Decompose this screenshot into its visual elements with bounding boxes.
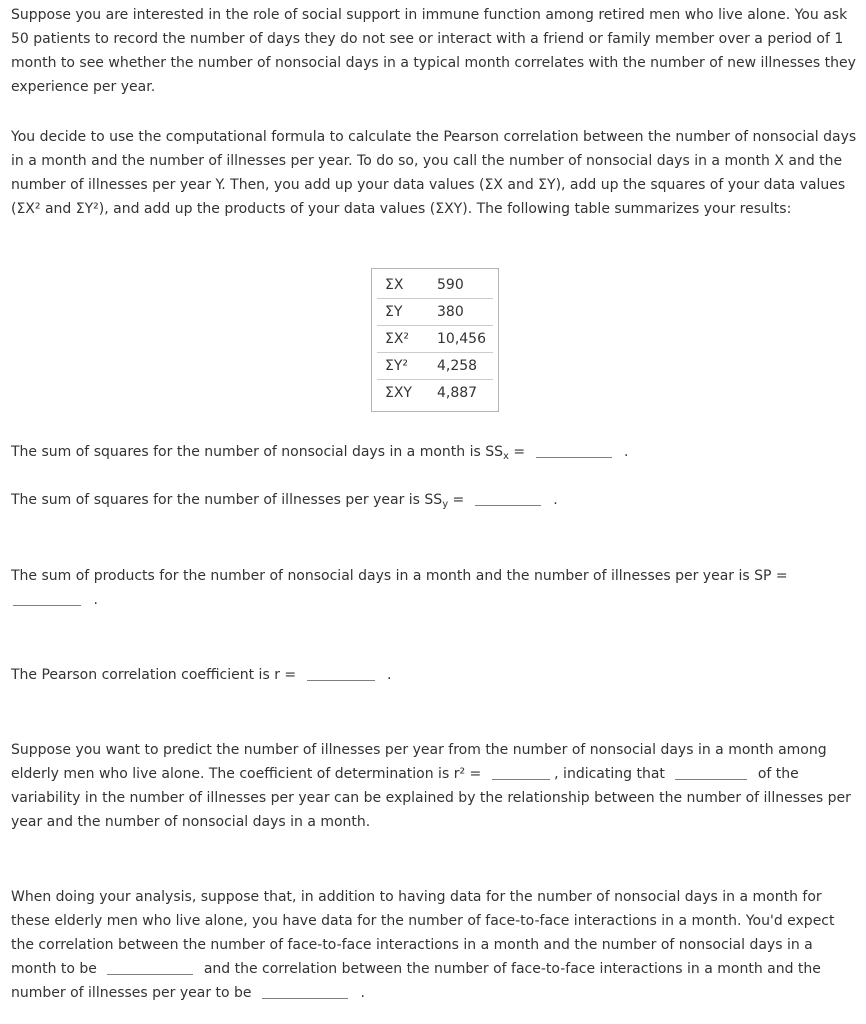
row-value: 4,887 [437,385,478,401]
method-paragraph: You decide to use the computational formula to calculate the Pearson correlation between the number of nonsocial days in a month and the number of illnesses per year. To do so, you call the number of nonsocial days in a month X and the number of illnesses per year Y. Then, you add up your data values (ΣX and ΣY), add up the squares of your data values (ΣX² and ΣY²), and add up the products of your data values (ΣXY). The following table summarizes your results: [11,129,857,217]
sp-text: The sum of products for the number of nonsocial days in a month and the number of illnesses per year is SP = [11,568,788,584]
row-value: 10,456 [431,326,493,353]
ssx-text: The sum of squares for the number of nonsocial days in a month is SS [11,444,503,460]
face-text-1: When doing your analysis, suppose that, in addition to having data for the number of nonsocial days in a month for these elderly men who live alone, you have data for the number of face-to-face interactions in a month. You'd expect the correlation between the number of face-to-face interactions in a month and the number of nonsocial days in a month to be [11,889,835,977]
face-nonsocial-answer-blank[interactable] [107,960,193,975]
face-text-2: and the correlation between the number of face-to-face interactions in a month and the number of illnesses per year to be [11,961,821,1001]
row-value: 380 [431,299,493,326]
ssx-equals: = [508,444,526,460]
ssy-question [11,488,857,512]
r2-answer-blank[interactable] [492,765,550,780]
table-row [377,299,493,326]
table-row [377,353,493,380]
row-label: ΣY² [377,353,431,380]
face-illness-answer-blank[interactable] [262,984,348,999]
r2-text-2: , indicating that [554,766,665,782]
row-label: ΣY [377,299,431,326]
row-label: ΣX² [377,326,431,353]
face-period: . [360,985,365,1001]
row-label: ΣX [377,272,431,299]
ssy-equals: = [448,492,465,508]
intro-paragraph: Suppose you are interested in the role of social support in immune function among retired men who live alone. You ask 50 patients to record the number of days they do not see or interact with a friend or family member over a period of 1 month to see whether the number of nonsocial days in a typical month correlates with the number of new illnesses they experience per year. [11,7,856,95]
table-row [377,380,493,406]
sp-answer-blank[interactable] [13,591,81,606]
ssx-subscript: x [503,451,509,462]
r-text: The Pearson correlation coefficient is r = [11,667,297,683]
r-answer-blank[interactable] [307,666,375,681]
row-value: 4,258 [431,353,493,380]
ssy-answer-blank[interactable] [475,491,541,506]
row-value: 590 [431,272,493,299]
ssy-period: . [553,492,558,508]
r2-text-1: Suppose you want to predict the number of illnesses per year from the number of nonsocial days in a month among elderly men who live alone. The coefficient of determination is r² = [11,742,827,782]
r2-question [11,738,857,834]
r-question [11,663,857,687]
r2-text-3: of the variability in the number of illnesses per year can be explained by the relationship between the number of illnesses per year and the number of nonsocial days in a month. [11,766,851,830]
ssy-text: The sum of squares for the number of illnesses per year is SS [11,492,443,508]
sp-period: . [93,592,98,608]
row-label: ΣXY [385,385,412,401]
sp-question [11,564,857,612]
ssy-subscript: y [442,499,449,510]
table-row [377,272,493,299]
summary-table [371,268,499,412]
ssx-question [11,440,857,464]
ssx-answer-blank[interactable] [536,443,612,458]
ssx-period: . [624,444,629,460]
variability-answer-blank[interactable] [675,765,747,780]
face-question [11,885,857,1005]
r-period: . [387,667,392,683]
table-row [377,326,493,353]
